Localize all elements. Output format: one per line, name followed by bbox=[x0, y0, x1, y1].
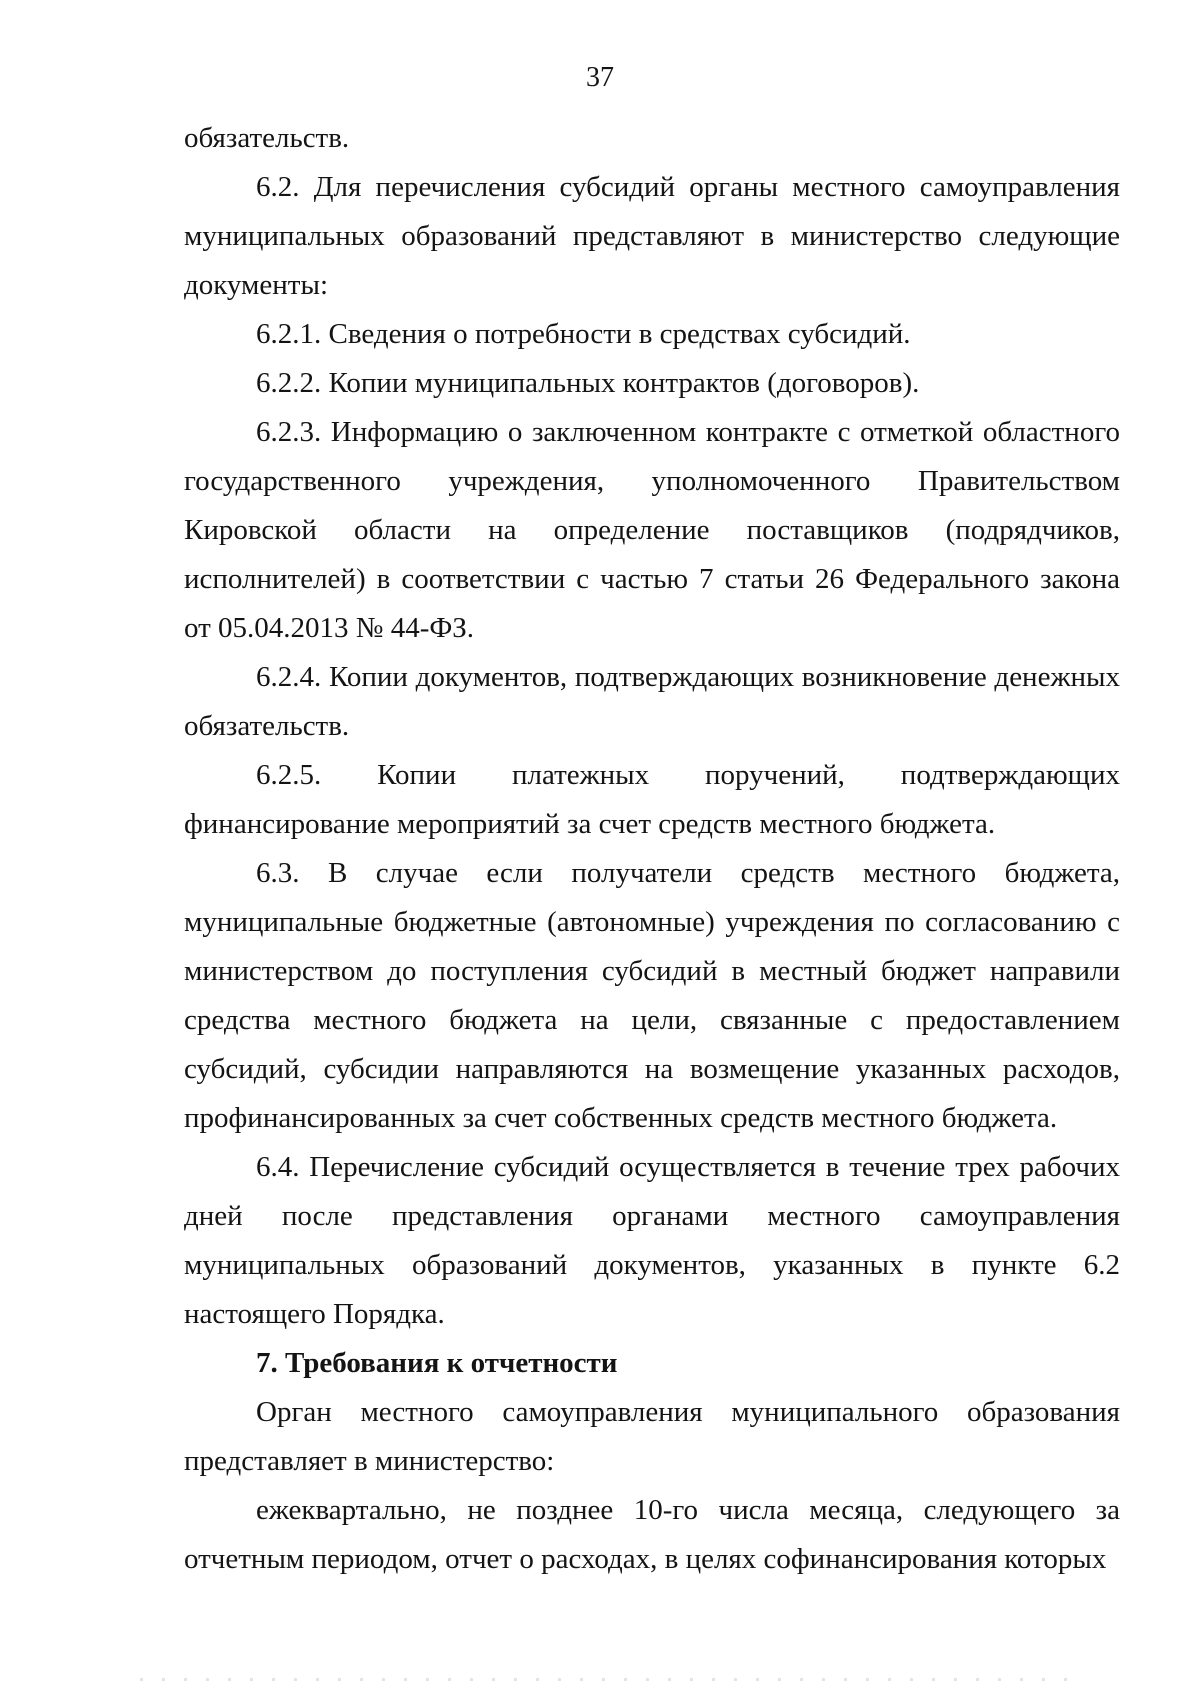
paragraph-obligations-end: обязательств. bbox=[184, 122, 350, 154]
paragraph-7-intro: Орган местного самоуправления муниципального образования представляет в министерство: bbox=[184, 1396, 1120, 1477]
paragraph-6-2-4: 6.2.4. Копии документов, подтверждающих возникновение денежных обязательств. bbox=[184, 661, 1120, 742]
paragraph-7-quarterly: ежеквартально, не позднее 10-го числа месяца, следующего за отчетным периодом, отчет о расходах, в целях софинансирования которых bbox=[184, 1494, 1120, 1575]
page-number: 37 bbox=[586, 62, 614, 93]
paragraph-6-2-3: 6.2.3. Информацию о заключенном контракте с отметкой областного государственного учреждения, уполномоченного Правительством Кировской области на определение поставщиков (подрядчиков, исполнителей) в соответствии с частью 7 статьи 26 Федерального закона от 05.04.2013 № 44-ФЗ. bbox=[184, 416, 1120, 644]
paragraph-6-2-2: 6.2.2. Копии муниципальных контрактов (договоров). bbox=[256, 367, 920, 399]
document-body bbox=[184, 114, 1120, 1584]
paragraph-6-3: 6.3. В случае если получатели средств местного бюджета, муниципальные бюджетные (автономные) учреждения по согласованию с министерством до поступления субсидий в местный бюджет направили средства местного бюджета на цели, связанные с предоставлением субсидий, субсидии направляются на возмещение указанных расходов, профинансированных за счет собственных средств местного бюджета. bbox=[184, 857, 1120, 1134]
section-heading-7: 7. Требования к отчетности bbox=[256, 1347, 618, 1379]
paragraph-6-2-1: 6.2.1. Сведения о потребности в средствах субсидий. bbox=[256, 318, 911, 350]
paragraph-6-2-5: 6.2.5. Копии платежных поручений, подтверждающих финансирование мероприятий за счет средств местного бюджета. bbox=[184, 759, 1120, 840]
paragraph-6-4: 6.4. Перечисление субсидий осуществляется в течение трех рабочих дней после представления органами местного самоуправления муниципальных образований документов, указанных в пункте 6.2 настоящего Порядка. bbox=[184, 1151, 1120, 1330]
scan-noise-decoration bbox=[140, 1678, 1080, 1681]
paragraph-6-2: 6.2. Для перечисления субсидий органы местного самоуправления муниципальных образований представляют в министерство следующие документы: bbox=[184, 171, 1120, 301]
